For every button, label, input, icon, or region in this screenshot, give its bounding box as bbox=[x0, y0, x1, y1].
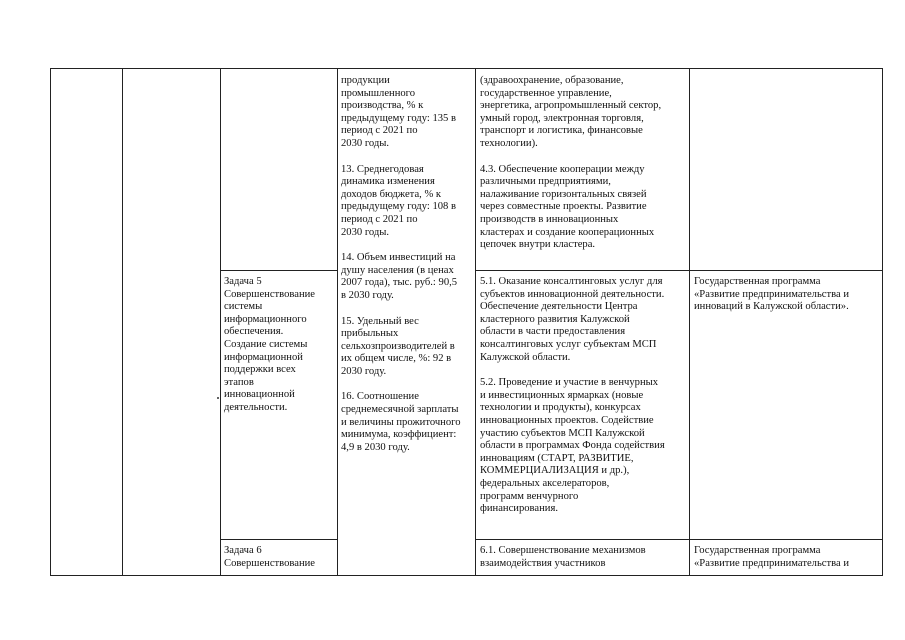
indicators-cell bbox=[341, 75, 473, 454]
task-6-cell bbox=[224, 545, 336, 570]
col-border-1 bbox=[50, 68, 51, 576]
indicator-16: 16. Соотношение среднемесячной зарплаты и величины прожиточного минимума, коэффициент: 4,9 в 2030 году. bbox=[341, 391, 461, 453]
row-divider-task5 bbox=[220, 270, 337, 271]
measures-cell-task6 bbox=[480, 545, 688, 570]
program-cell-task6 bbox=[694, 545, 881, 570]
measure-5-2: 5.2. Проведение и участие в венчурных и инвестиционных ярмарках (новые технологии и продукты), конкурсах инновационных проектов. Содействие участию субъектов МСП Калужской области в программах Фонда содействия инновациям (СТАРТ, РАЗВИТИЕ, КОММЕРЦИАЛИЗАЦИЯ и др.), федеральных акселераторов, программ венчурного финансирования. bbox=[480, 377, 665, 515]
row-divider-task6-right bbox=[475, 539, 883, 540]
measure-5-1: 5.1. Оказание консалтинговых услуг для субъектов инновационной деятельности. Обеспечение деятельности Центра кластерного развития Калужской области в части предоставления консалтинговых услуг субъектам МСП Калужской области. bbox=[480, 276, 665, 363]
indicator-13: 13. Среднегодовая динамика изменения доходов бюджета, % к предыдущему году: 108 в период с 2021 по 2030 годы. bbox=[341, 163, 456, 238]
task-5-cell bbox=[224, 276, 336, 415]
table-top-border bbox=[50, 68, 883, 69]
col-border-5 bbox=[475, 68, 476, 576]
program-cell-task5 bbox=[694, 276, 881, 314]
task-6-text: Задача 6 Совершенствование bbox=[224, 545, 315, 569]
indicator-14: 14. Объем инвестиций на душу населения (в ценах 2007 года), тыс. руб.: 90,5 в 2030 году. bbox=[341, 252, 458, 301]
col-border-3 bbox=[220, 68, 221, 576]
col-border-7 bbox=[882, 68, 883, 576]
col-border-6 bbox=[689, 68, 690, 576]
measures-cell-task4 bbox=[480, 75, 688, 252]
table-bottom-border bbox=[50, 575, 883, 576]
measure-4-2-tail: (здравоохранение, образование, государственное управление, энергетика, агропромышленный сектор, умный город, электронная торговля, транспорт и логистика, финансовые технологии). bbox=[480, 75, 662, 149]
measure-4-3: 4.3. Обеспечение кооперации между различными предприятиями, налаживание горизонтальных связей через совместные проекты. Развитие производств в инновационных кластерах и создание кооперационных цепочек внутри кластера. bbox=[480, 163, 655, 251]
row-divider-task6 bbox=[220, 539, 337, 540]
col-border-2 bbox=[122, 68, 123, 576]
row-divider-task5-right bbox=[475, 270, 883, 271]
scan-speck bbox=[217, 397, 219, 399]
program-task6-text: Государственная программа «Развитие предпринимательства и bbox=[694, 545, 850, 569]
task-5-text: Задача 5 Совершенствование системы информационного обеспечения. Создание системы информационной поддержки всех этапов инновационной деятельности. bbox=[224, 276, 315, 413]
indicator-12-tail: продукции промышленного производства, % к предыдущему году: 135 в период с 2021 по 2030 годы. bbox=[341, 75, 456, 149]
col-border-4 bbox=[337, 68, 338, 576]
program-task5-text: Государственная программа «Развитие предпринимательства и инноваций в Калужской области». bbox=[694, 276, 850, 313]
measures-cell-task5 bbox=[480, 276, 688, 516]
measure-6-1: 6.1. Совершенствование механизмов взаимодействия участников bbox=[480, 545, 646, 569]
indicator-15: 15. Удельный вес прибыльных сельхозпроизводителей в их общем числе, %: 92 в 2030 году. bbox=[341, 315, 455, 377]
